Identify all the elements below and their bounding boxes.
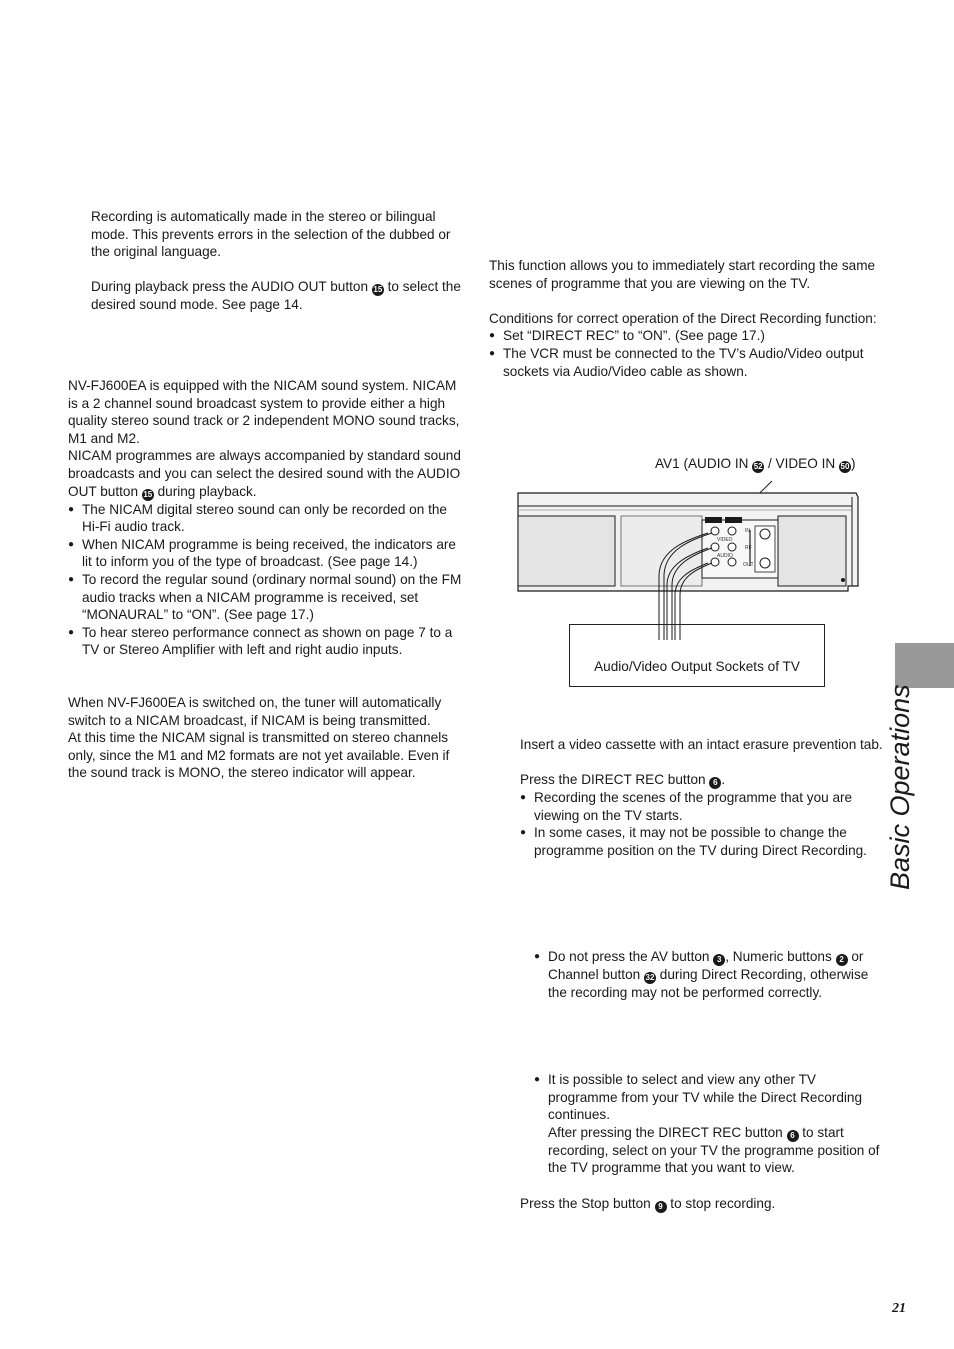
button-number-badge: 3 (713, 954, 725, 966)
list-item: ● The NICAM digital stereo sound can only be recorded on the Hi-Fi audio track. (68, 501, 468, 536)
panel-rf-text: RF (745, 545, 752, 551)
list-item: ● The VCR must be connected to the TV’s Audio/Video output sockets via Audio/Video cable as shown. (489, 345, 884, 380)
list-item: ● When NICAM programme is being received, the indicators are lit to inform you of the type of broadcast. (See page 14.) (68, 536, 468, 571)
panel-video-text: VIDEO (717, 537, 733, 543)
list-item: ● Set “DIRECT REC” to “ON”. (See page 17.) (489, 327, 884, 345)
stereo-indicator-paragraph: At this time the NICAM signal is transmitted on stereo channels only, since the M1 and M2 formats are not yet available. Even if the sound track is MONO, the stereo indicator will appear. (68, 730, 450, 781)
button-number-badge: 32 (645, 973, 655, 982)
list-item: ● In some cases, it may not be possible to change the programme position on the TV during Direct Recording. (520, 824, 888, 859)
stop-recording-step: Press the Stop button 9 to stop recording. (520, 1196, 776, 1211)
insert-cassette-step: Insert a video cassette with an intact erasure prevention tab. (520, 737, 883, 752)
list-item: ● To hear stereo performance connect as shown on page 7 to a TV or Stereo Amplifier with left and right audio inputs. (68, 624, 468, 659)
direct-rec-steps (520, 736, 888, 860)
audio-out-paragraph: During playback press the AUDIO OUT button 15 to select the desired sound mode. See page 14. (91, 279, 461, 313)
press-direct-rec-step: Press the DIRECT REC button 6 . (520, 772, 726, 788)
tuner-paragraph: When NV-FJ600EA is switched on, the tuner will automatically switch to a NICAM broadcast, if NICAM is being transmitted. (68, 695, 442, 728)
note-view-other-programme (534, 1071, 888, 1177)
nicam-intro: NV-FJ600EA is equipped with the NICAM sound system. NICAM is a 2 channel sound broadcast system to provide either a high quality stereo sound track or 2 independent MONO sound tracks, M1 and M2. (68, 378, 460, 446)
page-number: 21 (892, 1301, 906, 1316)
section-tab-label: Basic Operations (885, 684, 915, 890)
button-number-badge: 6 (787, 1130, 799, 1142)
note-do-not-press (534, 948, 888, 1002)
button-number-badge: 15 (143, 489, 153, 499)
socket-number-badge: 52 (753, 462, 763, 471)
panel-out-text: OUT (743, 562, 754, 568)
sound-recording-paragraph: Recording is automatically made in the stereo or bilingual mode. This prevents errors in the selection of the dubbed or the original language. (91, 209, 451, 260)
button-number-badge: 2 (836, 954, 848, 966)
panel-in-text: IN (745, 528, 750, 534)
conditions-title: Conditions for correct operation of the Direct Recording function: (489, 310, 877, 326)
tv-output-sockets-box (569, 624, 825, 687)
list-item: ● It is possible to select and view any other TV programme from your TV while the Direct Recording continues. After pressing the DIRECT REC button 6 to start recording, select on your TV the programme position of the TV programme that you want to view. (534, 1071, 888, 1177)
socket-number-badge: 50 (840, 462, 850, 471)
list-item: ● Do not press the AV button 3 , Numeric buttons 2 or Channel button 32 during Direct Recording, otherwise the recording may not be performed correctly. (534, 948, 888, 1002)
button-number-badge: 6 (709, 777, 721, 789)
panel-audio-text: AUDIO (717, 553, 733, 559)
tv-output-sockets-label: Audio/Video Output Sockets of TV (594, 659, 800, 675)
av1-label: AV1 (AUDIO IN 52 / VIDEO IN 50 ) (655, 456, 856, 471)
button-number-badge: 15 (373, 285, 383, 295)
nicam-audio-out-paragraph: NICAM programmes are always accompanied by standard sound broadcasts and you can select the desired sound with the AUDIO OUT button 15 during playback. (68, 448, 461, 499)
list-item: ● To record the regular sound (ordinary normal sound) on the FM audio tracks when a NICAM programme is received, set “MONAURAL” to “ON”. (See page 17.) (68, 571, 468, 624)
direct-rec-intro: This function allows you to immediately start recording the same scenes of programme that you are viewing on the TV. (489, 258, 876, 291)
list-item: ● Recording the scenes of the programme that you are viewing on the TV starts. (520, 789, 888, 824)
button-number-badge: 9 (655, 1201, 667, 1213)
press-direct-rec-bullets (520, 789, 888, 859)
